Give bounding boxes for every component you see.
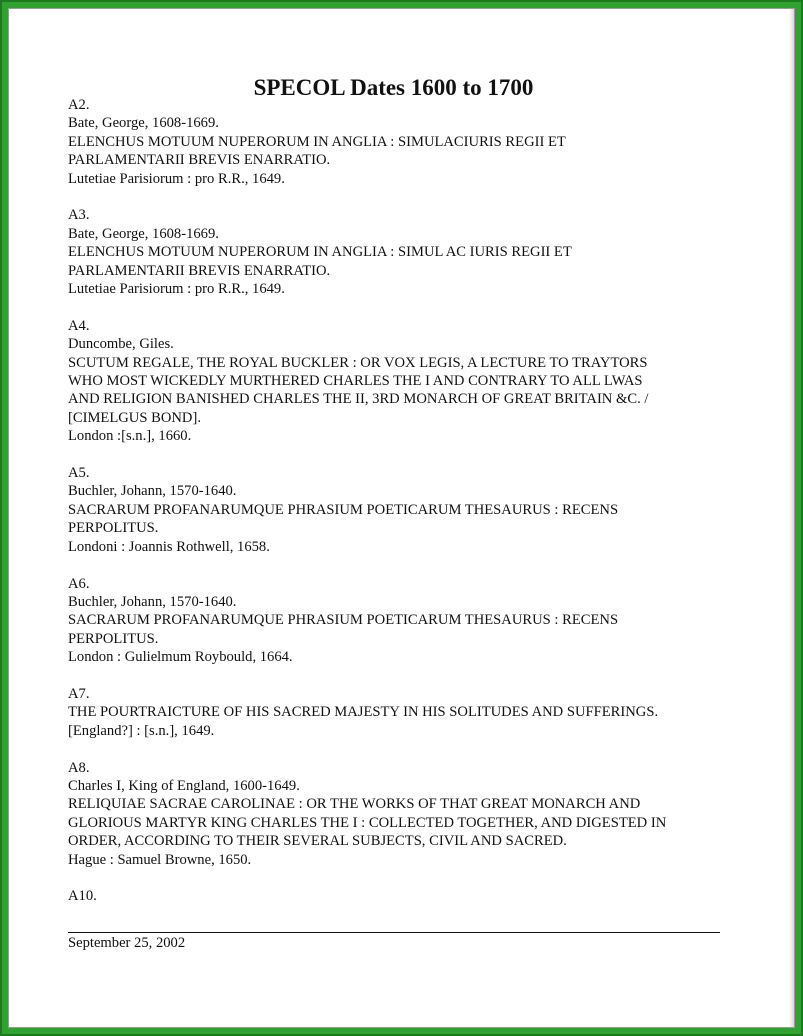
footer-divider [68,932,720,933]
record-line: [England?] : [s.n.], 1649. [68,722,215,739]
record-line: ELENCHUS MOTUUM NUPERORUM IN ANGLIA : SIMUL AC IURIS REGII ET [68,244,572,261]
record-line: Lutetiae Parisiorum : pro R.R., 1649. [68,170,285,187]
page-edge-shadow [789,9,794,1027]
catalog-record [68,206,748,298]
record-line: THE POURTRAICTURE OF HIS SACRED MAJESTY IN HIS SOLITUDES AND SUFFERINGS. [68,704,659,721]
record-id: A4. [68,317,90,334]
record-id: A5. [68,465,90,482]
record-line: Charles I, King of England, 1600-1649. [68,777,300,794]
catalog-record [68,685,748,740]
record-line: GLORIOUS MARTYR KING CHARLES THE I : COLLECTED TOGETHER, AND DIGESTED IN [68,814,667,831]
record-line: Bate, George, 1608-1669. [68,115,219,132]
catalog-record [68,464,748,556]
catalog-record [68,759,748,869]
record-id: A6. [68,575,90,592]
record-line: AND RELIGION BANISHED CHARLES THE II, 3RD MONARCH OF GREAT BRITAIN &C. / [68,391,649,408]
catalog-record [68,96,748,188]
record-line: Buchler, Johann, 1570-1640. [68,593,237,610]
record-line: PERPOLITUS. [68,630,159,647]
record-line: SCUTUM REGALE, THE ROYAL BUCKLER : OR VOX LEGIS, A LECTURE TO TRAYTORS [68,354,648,371]
record-line: London :[s.n.], 1660. [68,428,192,445]
document-title: SPECOL Dates 1600 to 1700 [253,75,534,100]
record-id: A10. [68,888,97,905]
record-line: Bate, George, 1608-1669. [68,225,219,242]
record-line: Buchler, Johann, 1570-1640. [68,483,237,500]
record-id: A2. [68,97,90,113]
record-line: SACRARUM PROFANARUMQUE PHRASIUM POETICARUM THESAURUS : RECENS [68,501,619,518]
record-line: ELENCHUS MOTUUM NUPERORUM IN ANGLIA : SIMULACIURIS REGII ET [68,133,566,150]
record-line: SACRARUM PROFANARUMQUE PHRASIUM POETICARUM THESAURUS : RECENS [68,612,619,629]
record-line: [CIMELGUS BOND]. [68,409,201,426]
catalog-record [68,887,748,905]
record-line: WHO MOST WICKEDLY MURTHERED CHARLES THE I AND CONTRARY TO ALL LWAS [68,373,643,390]
catalog-record [68,317,748,446]
record-line: PERPOLITUS. [68,520,159,537]
record-line: PARLAMENTARII BREVIS ENARRATIO. [68,152,331,169]
record-id: A3. [68,207,90,224]
record-id: A7. [68,685,90,702]
record-line: ORDER, ACCORDING TO THEIR SEVERAL SUBJECTS, CIVIL AND SACRED. [68,833,567,850]
record-line: Duncombe, Giles. [68,336,174,353]
record-line: PARLAMENTARII BREVIS ENARRATIO. [68,262,331,279]
catalog-record [68,575,748,667]
record-line: RELIQUIAE SACRAE CAROLINAE : OR THE WORKS OF THAT GREAT MONARCH AND [68,796,641,813]
record-line: Lutetiae Parisiorum : pro R.R., 1649. [68,281,285,298]
record-id: A8. [68,759,90,776]
record-line: Hague : Samuel Browne, 1650. [68,851,252,868]
footer-date: September 25, 2002 [68,935,186,951]
record-line: London : Gulielmum Roybould, 1664. [68,649,293,666]
record-line: Londoni : Joannis Rothwell, 1658. [68,538,270,555]
records-list [68,96,748,924]
